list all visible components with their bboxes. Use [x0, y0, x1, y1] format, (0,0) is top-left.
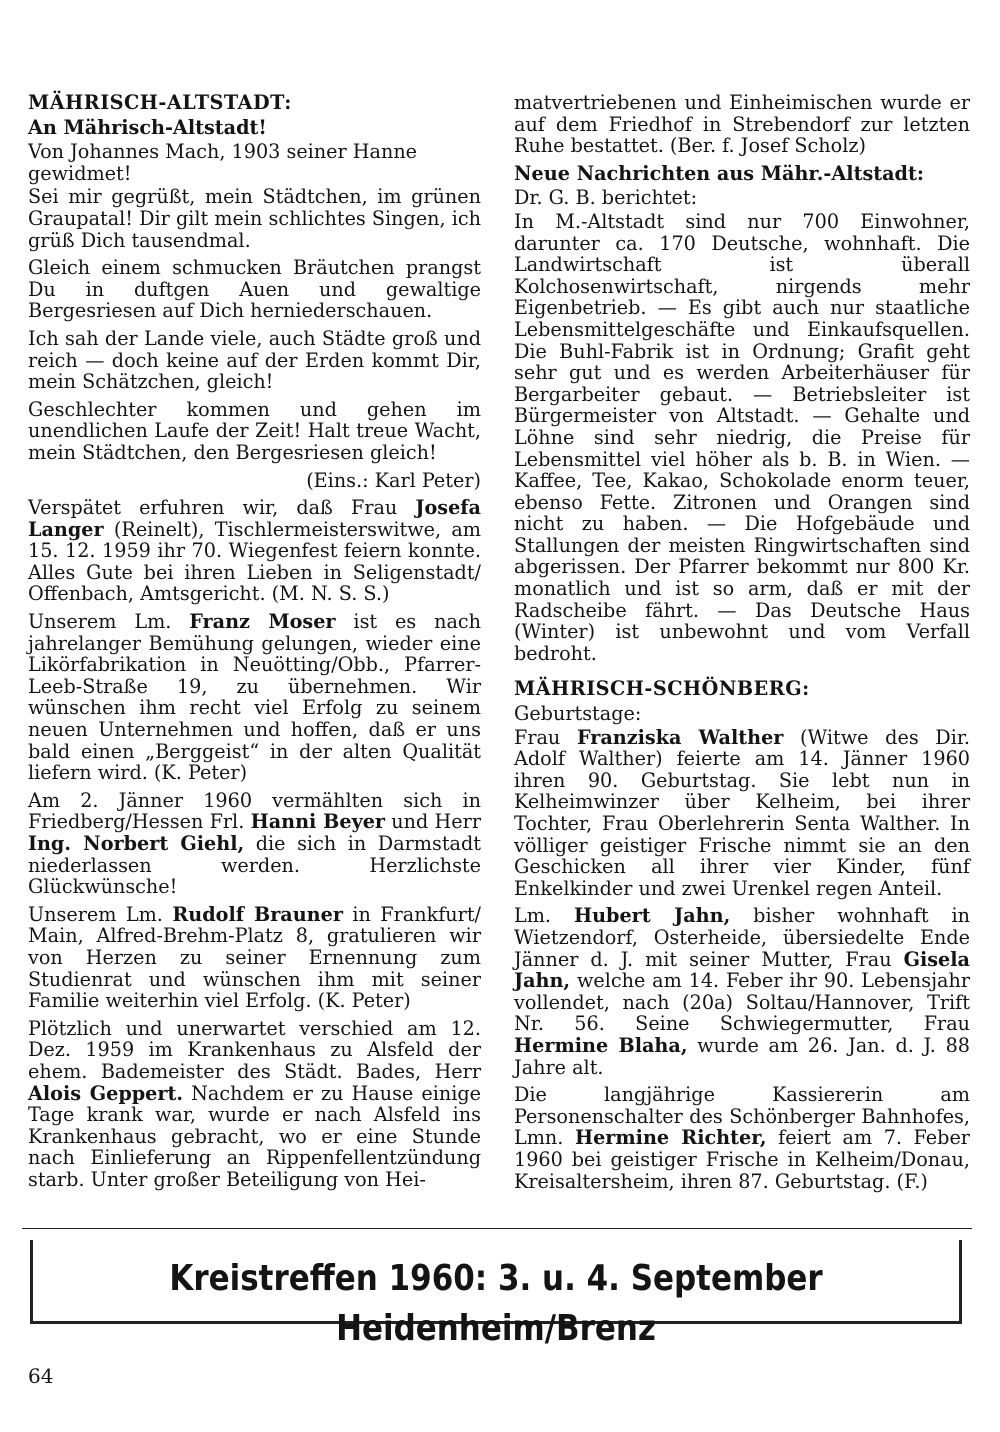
person-name: Ing. Norbert Giehl, — [28, 832, 245, 855]
article-text: wurde am 26. Jan. d. J. 88 Jahre alt. — [514, 1033, 970, 1079]
article-text: Am 2. Jänner 1960 vermählten sich in Friedberg/Hessen Frl. — [28, 788, 481, 834]
person-name: Gisela Jahn, — [514, 947, 970, 993]
news-title: Neue Nachrichten aus Mähr.-Altstadt: — [514, 161, 924, 185]
article-text: Unserem Lm. — [28, 610, 190, 634]
article-text: Verspätet erfuhren wir, daß Frau — [28, 496, 416, 520]
person-name: Alois Geppert. — [28, 1081, 184, 1105]
article-wedding — [28, 790, 481, 898]
poem-stanza-1: Sei mir gegrüßt, mein Städtchen, im grünen Graupatal! Dir gilt mein schlichtes Singen, ich grüß Dich tausendmal. — [28, 185, 481, 252]
poem-attribution: Von Johannes Mach, 1903 seiner Hanne gewidmet! — [28, 140, 418, 185]
right-column — [514, 92, 970, 1198]
news-byline: Dr. G. B. berichtet: — [514, 186, 698, 210]
poem-stanza-2: Gleich einem schmucken Bräutchen prangst Du in duftgen Auen und gewaltige Bergesriesen auf Dich herniederschauen. — [28, 256, 481, 323]
page-number: 64 — [28, 1364, 54, 1388]
person-name: Hubert Jahn, — [573, 904, 731, 928]
person-name: Franziska Walther — [576, 725, 784, 749]
birthday-jahn — [514, 905, 970, 1078]
person-name: Rudolf Brauner — [172, 902, 343, 926]
birthday-richter — [514, 1084, 970, 1192]
article-geppert-continuation: matvertriebenen und Einheimischen wurde er auf dem Friedhof in Strebendorf zur letzten Ruhe bestattet. (Ber. f. Josef Scholz) — [514, 91, 970, 158]
event-banner-text: Kreistreffen 1960: 3. u. 4. September Heidenheim/Brenz — [169, 1258, 823, 1349]
article-moser — [28, 611, 481, 784]
birthday-walther — [514, 727, 970, 900]
article-text: feiert am 7. Feber 1960 bei geistiger Frische in Kelheim/Donau, Kreisaltersheim, ihren 87. Geburtstag. (F.) — [514, 1126, 970, 1193]
article-text: (Witwe des Dir. Adolf Walther) feierte am 14. Jänner 1960 ihren 90. Geburtstag. Sie lebt nun in Kelheimwinzer über Kelheim, bei ihrer Tochter, Frau Oberlehrerin Senta Walther. In völliger geistiger Frische nimmt sie an den Geschicken all ihrer vier Kinder, fünf Enkelkinder und zwei Urenkel regen Anteil. — [514, 725, 970, 900]
person-name: Hermine Richter, — [574, 1126, 767, 1150]
left-column — [28, 92, 481, 1197]
article-text: in Frankfurt/ Main, Alfred-Brehm-Platz 8, gratulieren wir von Herzen zu seiner Ernennung zum Studienrat und wünschen ihm mit seiner Familie weiterhin viel Erfolg. (K. Peter) — [28, 902, 482, 1013]
poem-title: An Mährisch-Altstadt! — [28, 115, 267, 139]
article-text: Nachdem er zu Hause einige Tage krank war, wurde er nach Alsfeld ins Krankenhaus gebracht, wo er eine Stunde nach Einlieferung an Rippenfellentzündung starb. Unter großer Beteiligung von Hei- — [28, 1081, 481, 1191]
article-text: Frau — [514, 725, 577, 749]
article-text: und Herr — [385, 810, 481, 834]
person-name: Hermine Blaha, — [514, 1033, 688, 1057]
poem-source: (Eins.: Karl Peter) — [306, 468, 481, 492]
poem-stanza-3: Ich sah der Lande viele, auch Städte groß und reich — doch keine auf der Erden kommt Dir, mein Schätzchen, gleich! — [28, 326, 481, 394]
article-langer — [28, 497, 481, 605]
article-brauner — [28, 904, 481, 1012]
section-title-maehrisch-altstadt: MÄHRISCH-ALTSTADT: — [28, 91, 292, 114]
article-text: welche am 14. Feber ihr 90. Lebensjahr vollendet, nach (20a) Soltau/Hannover, Trift Nr. 56. Seine Schwiegermutter, Frau — [514, 969, 970, 1036]
article-text: bisher wohnhaft in Wietzendorf, Osterheide, übersiedelte Ende Jänner d. J. mit seiner Mutter, Frau — [514, 904, 970, 971]
birthdays-label: Geburtstage: — [514, 702, 642, 726]
article-text: Plötzlich und unerwartet verschied am 12. Dez. 1959 im Krankenhaus zu Alsfeld der ehem. Bademeister des Städt. Bades, Herr — [28, 1016, 481, 1083]
article-geppert — [28, 1018, 481, 1191]
article-text: (Reinelt), Tischlermeisterswitwe, am 15. 12. 1959 ihr 70. Wiegenfest feiern konnte. Alles Gute bei ihren Lieben in Seligenstadt/ Offenbach, Amtsgericht. (M. N. S. S.) — [28, 517, 481, 606]
person-name: Hanni Beyer — [250, 810, 386, 834]
article-text: Die langjährige Kassiererin am Personenschalter des Schönberger Bahnhofes, Lmn. — [514, 1083, 970, 1150]
article-text: Lm. — [514, 904, 574, 928]
divider-rule — [22, 1228, 972, 1229]
article-text: die sich in Darmstadt niederlassen werden. Herzlichste Glückwünsche! — [28, 832, 481, 899]
person-name: Josefa Langer — [28, 496, 481, 541]
article-text: ist es nach jahrelanger Bemühung gelungen, wieder eine Likörfabrikation in Neuötting/Obb., Pfarrer-Leeb-Straße 19, zu übernehmen. Wir wünschen ihm recht viel Erfolg zu seinem neuen Unternehmen und hoffen, daß er uns bald einen „Berggeist“ in der alten Qualität liefern wird. (K. Peter) — [28, 610, 481, 785]
article-text: Unserem Lm. — [28, 902, 173, 926]
news-body: In M.-Altstadt sind nur 700 Einwohner, darunter ca. 170 Deutsche, wohnhaft. Die Landwirtschaft ist überall Kolchosenwirtschaft, nirgends mehr Eigenbetrieb. — Es gibt auch nur staatliche Lebensmittelgeschäfte und Einkaufsquellen. Die Buhl-Fabrik ist in Ordnung; Grafit geht sehr gut und es werden Arbeiterhäuser für Bergarbeiter gebaut. — Betriebsleiter ist Bürgermeister von Altstadt. — Gehalte und Löhne sind sehr niedrig, die Preise für Lebensmittel viel höher als b. B. in Wien. — Kaffee, Tee, Kakao, Schokolade enorm teuer, ebenso Fette. Zitronen und Orangen sind nicht zu haben. — Die Hofgebäude und Stallungen der meisten Ringwirtschaften sind abgerissen. Der Pfarrer bekommt nur 800 Kr. monatlich und ist so arm, daß er mit der Radscheibe fährt. — Das Deutsche Haus (Winter) ist unbewohnt und vom Verfall bedroht. — [514, 209, 970, 665]
section-title-maehrisch-schoenberg: MÄHRISCH-SCHÖNBERG: — [514, 677, 810, 701]
person-name: Franz Moser — [189, 610, 336, 634]
poem-stanza-4: Geschlechter kommen und gehen im unendlichen Laufe der Zeit! Halt treue Wacht, mein Städtchen, den Bergesriesen gleich! — [28, 397, 481, 464]
event-banner — [30, 1240, 962, 1349]
